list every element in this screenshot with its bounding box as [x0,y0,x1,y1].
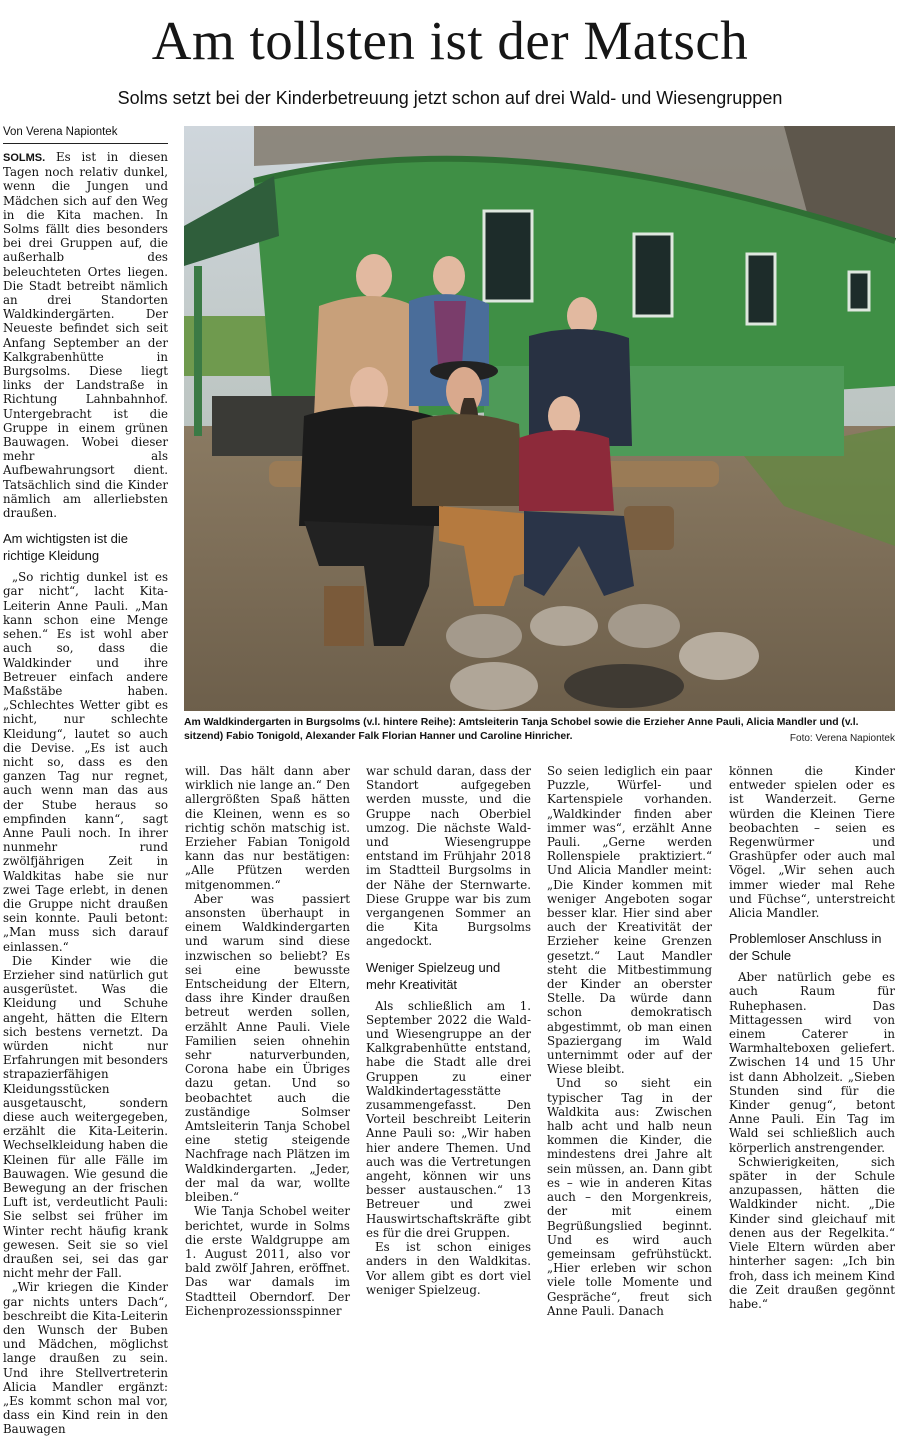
paragraph: Wie Tanja Schobel weiter berichtet, wurde in Solms die erste Waldgruppe am 1. August 2011, also vor bald zwölf Jahren, eröffnet. Das war damals im Stadtteil Oberndorf. Der Eichenprozessionsspinner [185,1204,350,1318]
paragraph: Die Kinder wie die Erzieher sind natürlich gut ausgerüstet. Was die Kleidung und Schuhe angeht, hätten die Eltern sich bestens vernetzt. Da würden nicht nur Erfahrungen mit besonders strapazierfähigen Kleidungsstücken ausgetauscht, sondern diese auch weitergegeben, erzählt die Kita-Leiterin. Wechselkleidung haben die Kleinen für alle Fälle im Bauwagen. Wie gesund die Bewegung an der frischen Luft ist, verdeutlicht Pauli: Sie selbst sei früher im Winter recht häufig krank gewesen. Seit sie so viel draußen sei, sei das gar nicht mehr der Fall. [3,953,168,1281]
paragraph: Aber natürlich gebe es auch Raum für Ruhephasen. Das Mittagessen wird von einem Caterer in Warmhalteboxen geliefert. Zwischen 14 und 15 Uhr ist dann Abholzeit. „Sieben Stunden sind für die Kinder genug“, betont Anne Pauli. Ein Tag im Wald sei schließlich auch körperlich anstrengender. [729,970,895,1155]
section-heading-1: Am wichtigsten ist die richtige Kleidung [3,531,128,564]
byline: Von Verena Napiontek [3,125,168,144]
paragraph: war schuld daran, dass der Standort aufgegeben werden musste, und die Gruppe nach Oberbiel umzog. Die nächste Wald- und Wiesengruppe entstand im Frühjahr 2018 im Stadtteil Burgsolms in der Nähe der Sternwarte. Diese Gruppe war bis zum vergangenen Sommer an die Kita Burgsolms angedockt. [366,764,531,949]
paragraph: Schwierigkeiten, sich später in der Schule anzupassen, hätten die Waldkinder nicht. „Die Kinder sind gleichauf mit denen aus der Regelkita.“ Viele Eltern würden aber hinterher sagen: „Ich bin froh, dass ich meinem Kind die Zeit draußen gegönnt habe.“ [729,1154,895,1311]
paragraph: Aber was passiert ansonsten überhaupt in einem Waldkindergarten und warum sind diese inzwischen so beliebt? Es sei eine bewusste Entscheidung der Eltern, dass ihre Kinder draußen betreut werden sollen, erzählt Anne Pauli. Viele Familien seien ohnehin sehr naturverbunden, Corona habe ein Übriges dazu getan. Und so beobachtet auch die zuständige Solmser Amtsleiterin Tanja Schobel eine stetig steigende Nachfrage nach Plätzen im Waldkindergarten. „Jeder, der mal da war, wollte bleiben.“ [185,891,350,1205]
paragraph: Als schließlich am 1. September 2022 die Wald- und Wiesengruppe an der Kalkgrabenhütte entstand, habe die Stadt alle drei Gruppen zu einer Waldkindertagesstätte zusammengefasst. Den Vorteil beschreibt Leiterin Anne Pauli so: „Wir haben hier andere Themen. Und auch was die Vertretungen angeht, können wir uns besser austauschen.“ 13 Betreuer und zwei Hauswirtschaftskräfte gibt es für die drei Gruppen. [366,998,531,1240]
column-1 [3,150,169,1437]
lead-paragraph [3,150,168,520]
paragraph: Und so sieht ein typischer Tag in der Waldkita aus: Zwischen halb acht und halb neun kommen die Kinder, die mindestens drei Jahre alt sein müssen, an. Dann gibt es – wie in anderen Kitas auch – den Morgenkreis, der mit einem Begrüßungslied beginnt. Und es wird auch gemeinsam gefrühstückt. „Hier erleben wir schon viele tolle Momente und Gespräche“, freut sich Anne Pauli. Danach [547,1076,712,1318]
column-5 [729,764,895,1311]
lead-text: Es ist in diesen Tagen noch relativ dunkel, wenn die Jungen und Mädchen sich auf den Weg in die Kita machen. In Solms fällt dies besonders bei drei Gruppen auf, die außerhalb des beleuchteten Ortes liegen. Die Stadt betreibt nämlich an drei Standorten Waldkindergärten. Der Neueste befindet sich seit Anfang September an der Kalkgrabenhütte in Burgsolms. Diese liegt links der Landstraße in Richtung Lahnbahnhof. Untergebracht ist die Gruppe in einem grünen Bauwagen. Wobei dieser mehr als Aufbewahrungsort dient. Tatsächlich sind die Kinder nämlich am allerliebsten draußen. [3,150,169,521]
subheadline: Solms setzt bei der Kinderbetreuung jetzt schon auf drei Wald- und Wiesengruppen [117,88,783,108]
photo-caption: Am Waldkindergarten in Burgsolms (v.l. hintere Reihe): Amtsleiterin Tanja Schobel sowie die Erzieher Anne Pauli, Alicia Mandler und (v.l. sitzend) Fabio Tonigold, Alexander Falk Florian Hanner und Caroline Hinricher. [184,717,859,742]
column-2 [185,764,350,1318]
section-heading-2: Weniger Spielzeug und mehr Kreativität [366,959,501,992]
paragraph: So seien lediglich ein paar Puzzle, Würfel- und Kartenspiele vorhanden. „Waldkinder finden aber immer was“, erzählt Anne Pauli. „Gerne werden Rollenspiele praktiziert.“ Und Alicia Mandler meint: „Die Kinder kommen mit weniger Angeboten sogar besser klar. Hier sind aber auch der Kreativität der Erzieher keine Grenzen gesetzt.“ Laut Mandler steht die Mitbestimmung der Kinder an oberster Stelle. Da würde dann schon demokratisch abgestimmt, ob man einen Spaziergang im Wald unternimmt oder auf der Wiese bleibt. [547,764,712,1077]
headline: Am tollsten ist der Matsch [151,10,749,71]
paragraph: „Wir kriegen die Kinder gar nichts unters Dach“, beschreibt die Kita-Leiterin den Wunsch der Buben und Mädchen, möglichst lange draußen zu sein. Und ihre Stellvertreterin Alicia Mandler ergänzt: „Es kommt schon mal vor, dass ein Kind rein in den Bauwagen [3,1280,168,1437]
paragraph: können die Kinder entweder spielen oder es ist Wanderzeit. Gerne würden die Kleinen Tiere beobachten – seien es Regenwürmer und Grashüpfer oder auch mal Vögel. „Wir sehen auch immer wieder mal Rehe und Füchse“, unterstreicht Alicia Mandler. [729,764,895,921]
paragraph: will. Das hält dann aber wirklich nie lange an.“ Den allergrößten Spaß hätten die Kleinen, wenn es so richtig schön matschig ist. Erzieher Fabian Tonigold kann das nur bestätigen: „Alle Pfützen werden mitgenommen.“ [185,764,350,892]
photo-credit: Foto: Verena Napiontek [789,733,895,744]
column-3 [366,764,531,1297]
paragraph: „So richtig dunkel ist es gar nicht“, lacht Kita-Leiterin Anne Pauli. „Man kann schon eine Menge sehen.“ Es ist wohl aber auch so, dass die Waldkinder und ihre Betreuer einfach andere Maßstäbe haben. „Schlechtes Wetter gibt es nicht, nur schlechte Kleidung“, lautet so auch die Devise. „Es ist auch nicht so, dass es den ganzen Tag nur regnet, auch wenn man das aus der Stube heraus so empfinden kann“, sagt Anne Pauli noch. In ihrer nunmehr rund zwölfjährigen Zeit in Waldkitas habe sie nur zwei Tage erlebt, in denen die Gruppe nicht draußen sein konnte. Pauli betont: „Man muss sich darauf einlassen.“ [3,570,168,954]
photo-waldkindergarten [184,126,895,711]
section-heading-3: Problemloser Anschluss in der Schule [729,931,882,964]
dateline: SOLMS. [3,152,46,164]
column-4 [547,764,712,1318]
paragraph: Es ist schon einiges anders in den Waldkitas. Vor allem gibt es dort viel weniger Spielzeug. [366,1240,531,1297]
